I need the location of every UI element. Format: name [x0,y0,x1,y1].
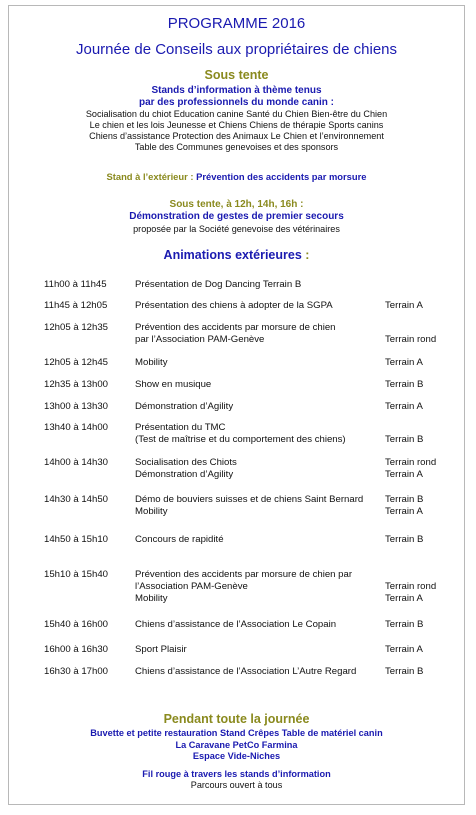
animations-heading [8,248,465,262]
topics-line-2: Le chien et les lois Jeunesse et Chiens Chiens de thérapie Sports canins [89,120,384,130]
schedule-venue: Terrain B [385,666,424,677]
schedule-venue: Terrain rond [385,334,437,345]
schedule-venue: Terrain rond [385,457,437,468]
schedule-activity: Présentation des chiens à adopter de la SGPA [135,300,333,311]
schedule-activity: Chiens d’assistance de l’Association Le Copain [135,619,337,630]
all-day-line-2: La Caravane PetCo Farmina [175,740,298,750]
schedule-activity: Démo de bouviers suisses et de chiens Saint Bernard [135,494,364,505]
all-day-line-3: Espace Vide-Niches [192,751,281,761]
schedule-time: 11h45 à 12h05 [44,300,108,311]
schedule-activity: Présentation de Dog Dancing Terrain B [135,279,302,290]
schedule-time: 12h35 à 13h00 [44,379,109,390]
exterior-stand [8,171,465,182]
schedule-activity: Prévention des accidents par morsure de chien par [135,569,353,580]
topics-line-1: Socialisation du chiot Education canine Santé du Chien Bien-être du Chien [85,109,388,119]
schedule-venue: Terrain A [385,300,423,311]
schedule-time: 16h30 à 17h00 [44,666,109,677]
page-title: PROGRAMME 2016 [167,15,306,32]
schedule-activity: Sport Plaisir [135,644,187,655]
schedule-venue: Terrain A [385,593,423,604]
animations-heading-colon: : [301,248,310,262]
all-day-line-5: Parcours ouvert à tous [190,780,283,790]
schedule-time: 12h05 à 12h35 [44,322,109,333]
schedule-venue: Terrain B [385,379,424,390]
schedule-activity: Mobility [135,506,168,517]
schedule-time: 11h00 à 11h45 [44,279,107,290]
all-day-heading: Pendant toute la journée [163,712,310,726]
demo-title: Démonstration de gestes de premier secours [129,211,344,222]
schedule-time: 12h05 à 12h45 [44,357,109,368]
stands-line-1: Stands d’information à thème tenus [151,85,322,96]
schedule-activity: Concours de rapidité [135,534,224,545]
animations-heading-text: Animations extérieures [163,248,302,262]
stands-line-2: par des professionnels du monde canin : [138,97,335,108]
schedule-time: 14h00 à 14h30 [44,457,109,468]
schedule-activity: Démonstration d’Agility [135,401,234,412]
schedule-activity: (Test de maîtrise et du comportement des chiens) [135,434,346,445]
schedule-venue: Terrain B [385,534,424,545]
schedule-venue: Terrain A [385,469,423,480]
schedule-venue: Terrain A [385,506,423,517]
schedule-time: 15h10 à 15h40 [44,569,109,580]
page-subtitle: Journée de Conseils aux propriétaires de chiens [75,41,398,58]
schedule-time: 14h30 à 14h50 [44,494,109,505]
schedule-venue: Terrain rond [385,581,437,592]
schedule-time: 13h40 à 14h00 [44,422,109,433]
demo-organizer: proposée par la Société genevoise des vétérinaires [133,224,340,234]
all-day-line-1: Buvette et petite restauration Stand Crêpes Table de matériel canin [90,728,383,738]
schedule-venue: Terrain A [385,401,423,412]
demo-times: Sous tente, à 12h, 14h, 16h : [169,199,304,210]
schedule-venue: Terrain B [385,434,424,445]
schedule-venue: Terrain B [385,619,424,630]
schedule-activity: par l’Association PAM-Genève [135,334,265,345]
schedule-activity: Chiens d’assistance de l’Association L’Autre Regard [135,666,357,677]
sous-tente-heading: Sous tente [204,68,269,82]
exterior-stand-value: Prévention des accidents par morsure [196,171,367,182]
topics-line-3: Chiens d’assistance Protection des Animaux Le Chien et l’environnement [89,131,384,141]
schedule-activity: Mobility [135,593,168,604]
schedule-venue: Terrain A [385,357,423,368]
schedule-activity: Démonstration d’Agility [135,469,234,480]
schedule-time: 13h00 à 13h30 [44,401,109,412]
schedule-activity: Prévention des accidents par morsure de chien [135,322,336,333]
schedule-activity: Présentation du TMC [135,422,226,433]
all-day-line-4: Fil rouge à travers les stands d’information [142,769,331,779]
schedule-venue: Terrain B [385,494,424,505]
exterior-stand-label: Stand à l’extérieur : [106,171,194,182]
topics-line-4: Table des Communes genevoises et des sponsors [134,142,339,152]
schedule-activity: Socialisation des Chiots [135,457,237,468]
schedule-activity: Show en musique [135,379,212,390]
schedule-time: 15h40 à 16h00 [44,619,109,630]
schedule-activity: Mobility [135,357,168,368]
schedule-activity: l’Association PAM-Genève [135,581,248,592]
schedule-venue: Terrain A [385,644,423,655]
schedule-time: 14h50 à 15h10 [44,534,109,545]
schedule-time: 16h00 à 16h30 [44,644,109,655]
